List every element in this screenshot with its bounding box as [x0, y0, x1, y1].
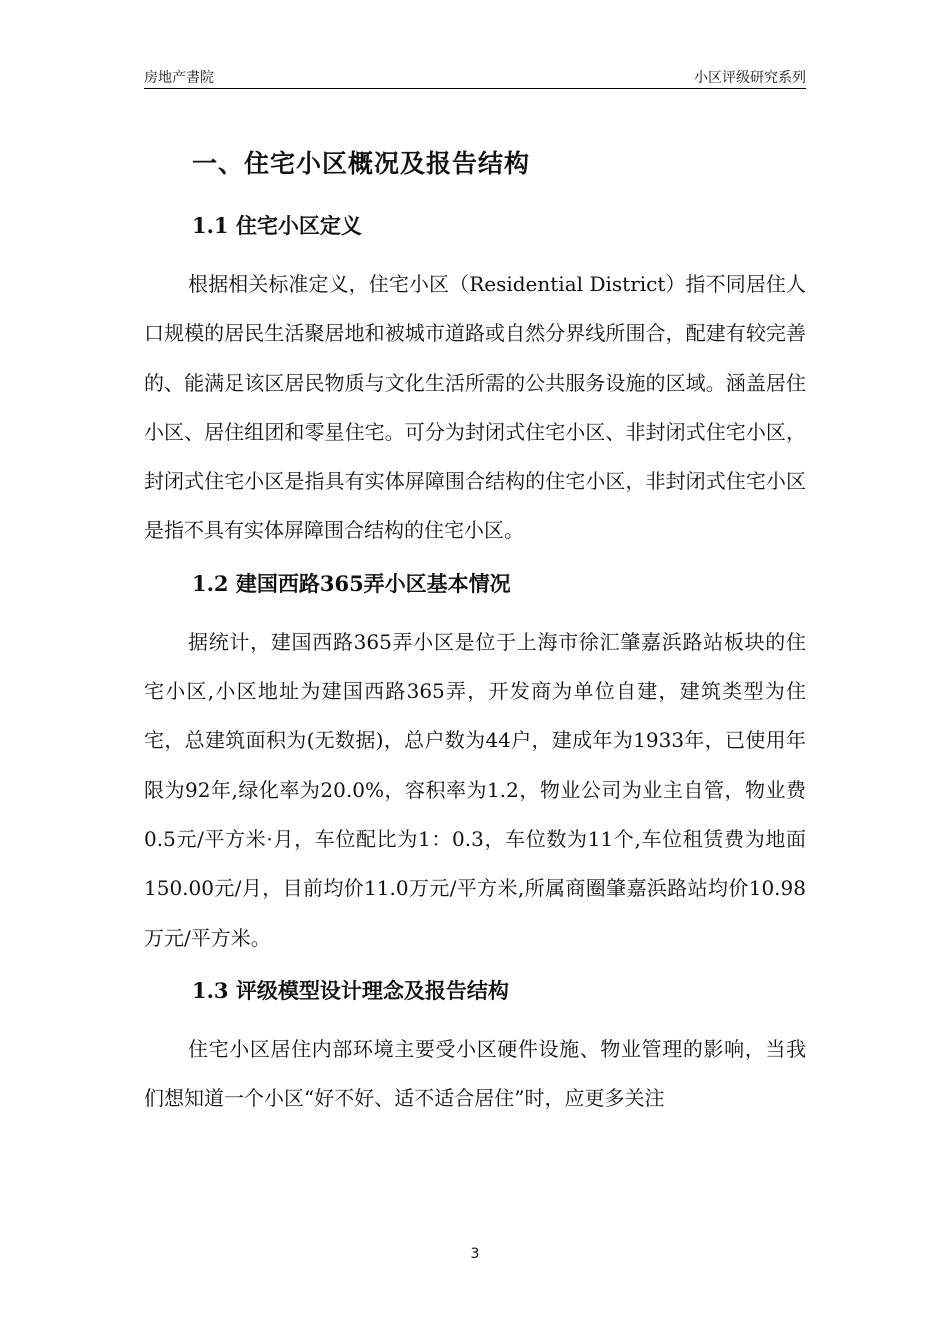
- header-series-title: 小区评级研究系列: [694, 70, 806, 86]
- paragraph-definition: 根据相关标准定义，住宅小区（Residential District）指不同居住人口规模的居民生活聚居地和被城市道路或自然分界线所围合，配建有较完善的、能满足该区居民物质与文化生活所需的公共服务设施的区域。涵盖居住小区、居住组团和零星住宅。可分为封闭式住宅小区、非封闭式住宅小区，封闭式住宅小区是指具有实体屏障围合结构的住宅小区，非封闭式住宅小区是指不具有实体屏障围合结构的住宅小区。: [144, 272, 806, 543]
- subsection-heading-1-1: 1.1 住宅小区定义: [192, 213, 362, 238]
- document-body: [144, 140, 806, 1123]
- paragraph-basic-info: 据统计，建国西路365弄小区是位于上海市徐汇肇嘉浜路站板块的住宅小区,小区地址为建国西路365弄，开发商为单位自建，建筑类型为住宅，总建筑面积为(无数据)，总户数为44户，建成年为1933年，已使用年限为92年,绿化率为20.0%，容积率为1.2，物业公司为业主自管，物业费0.5元/平方米·月，车位配比为1：0.3，车位数为11个,车位租赁费为地面150.00元/月，目前均价11.0万元/平方米,所属商圈肇嘉浜路站均价10.98万元/平方米。: [144, 629, 806, 950]
- header-publisher: 房地产書院: [144, 70, 214, 86]
- subsection-heading-1-3: 1.3 评级模型设计理念及报告结构: [192, 977, 509, 1003]
- page-number: 3: [470, 1246, 480, 1262]
- page-header: [144, 66, 806, 90]
- subsection-heading-1-2: 1.2 建国西路365弄小区基本情况: [192, 570, 511, 596]
- section-heading: 一、住宅小区概况及报告结构: [192, 149, 531, 178]
- paragraph-model-design: 住宅小区居住内部环境主要受小区硬件设施、物业管理的影响，当我们想知道一个小区“好不好、适不适合居住”时，应更多关注: [144, 1036, 806, 1111]
- header-divider: [144, 88, 806, 89]
